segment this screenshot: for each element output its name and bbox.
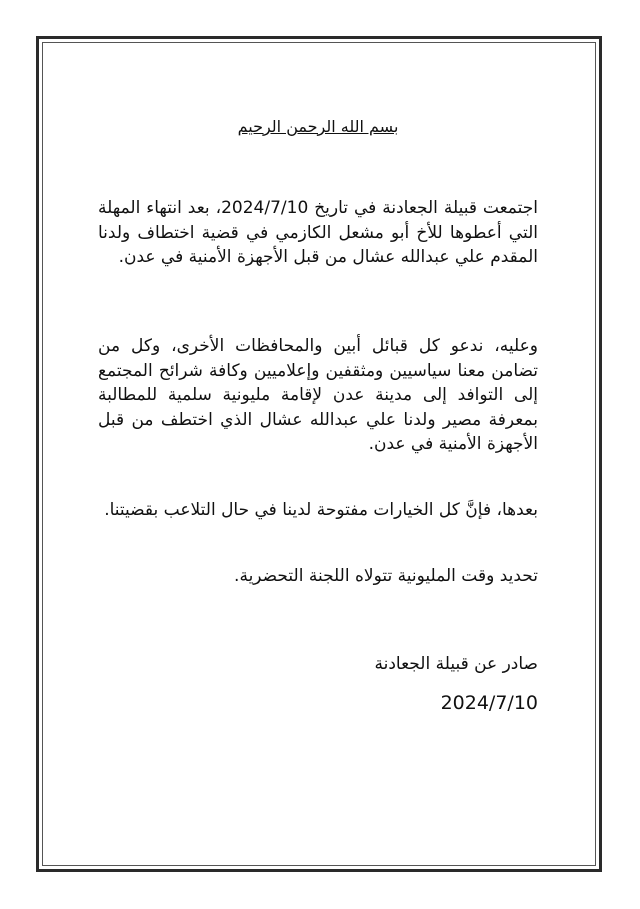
issue-date: 2024/7/10 <box>440 692 538 714</box>
paragraph-options-open: بعدها، فإنَّ كل الخيارات مفتوحة لدينا في حال التلاعب بقضيتنا. <box>104 500 538 520</box>
paragraph-call-to-action: وعليه، ندعو كل قبائل أبين والمحافظات الأخرى، وكل من تضامن معنا سياسيين ومثقفين وإعلاميين وكافة شرائح المجتمع إلى التوافد إلى مدينة عدن لإقامة مليونية سلمية للمطالبة بمعرفة مصير ولدنا علي عبدالله عشال الذي اختطف من قبل الأجهزة الأمنية في عدن. <box>98 336 538 454</box>
issuer-line: صادر عن قبيلة الجعادنة <box>374 654 538 674</box>
basmala-heading: بسم الله الرحمن الرحيم <box>237 117 399 136</box>
paragraph-meeting: اجتمعت قبيلة الجعادنة في تاريخ 2024/7/10، بعد انتهاء المهلة التي أعطوها للأخ أبو مشعل الكازمي في قضية اختطاف ولدنا المقدم علي عبدالله عشال من قبل الأجهزة الأمنية في عدن. <box>98 198 538 267</box>
paragraph-timing: تحديد وقت المليونية تتولاه اللجنة التحضرية. <box>234 566 538 586</box>
